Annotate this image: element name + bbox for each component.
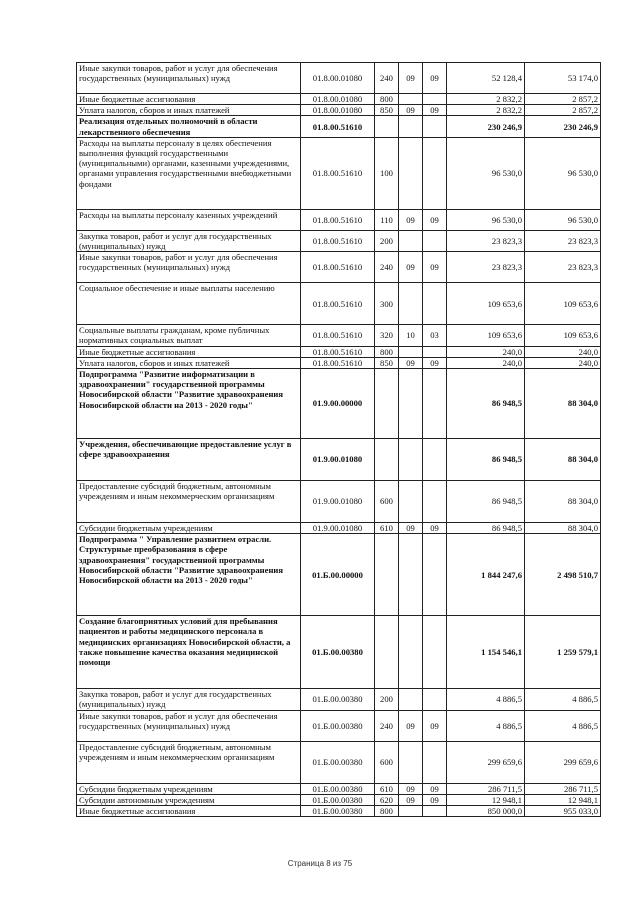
- row-name: Расходы на выплаты персоналу в целях обеспечения выполнения функций государственными (муниципальными) органами, казенными учреждениями, органами управления государственными внебюджетными фондами: [77, 137, 301, 209]
- row-vr: 240: [375, 710, 399, 741]
- row-amount-1: 86 948,5: [447, 439, 525, 481]
- row-pr: [423, 346, 447, 357]
- row-amount-1: 96 530,0: [447, 209, 525, 230]
- row-amount-1: 109 653,6: [447, 325, 525, 346]
- row-amount-1: 230 246,9: [447, 116, 525, 137]
- row-name: Субсидии бюджетным учреждениям: [77, 523, 301, 534]
- row-code: 01.8.00.01080: [301, 94, 375, 105]
- row-name: Расходы на выплаты персоналу казенных учреждений: [77, 209, 301, 230]
- row-amount-2: 88 304,0: [525, 481, 601, 523]
- table-row: [77, 741, 601, 783]
- row-rz: [399, 806, 423, 817]
- row-rz: 09: [399, 252, 423, 283]
- row-vr: 610: [375, 523, 399, 534]
- row-code: 01.8.00.51610: [301, 283, 375, 325]
- row-rz: 09: [399, 783, 423, 794]
- row-amount-2: 23 823,3: [525, 230, 601, 251]
- row-amount-1: 850 000,0: [447, 806, 525, 817]
- row-name: Уплата налогов, сборов и иных платежей: [77, 357, 301, 368]
- row-code: 01.9.00.01080: [301, 523, 375, 534]
- row-name: Социальные выплаты гражданам, кроме публичных нормативных социальных выплат: [77, 325, 301, 346]
- row-rz: 09: [399, 105, 423, 116]
- row-amount-2: 4 886,5: [525, 710, 601, 741]
- row-amount-2: 88 304,0: [525, 523, 601, 534]
- row-pr: [423, 439, 447, 481]
- budget-table: [76, 62, 601, 817]
- table-row: [77, 523, 601, 534]
- row-rz: [399, 230, 423, 251]
- row-pr: [423, 369, 447, 439]
- row-amount-1: 1 154 546,1: [447, 616, 525, 689]
- row-pr: [423, 689, 447, 710]
- row-pr: [423, 806, 447, 817]
- row-amount-2: 2 857,2: [525, 94, 601, 105]
- row-vr: 200: [375, 689, 399, 710]
- table-row: [77, 689, 601, 710]
- row-pr: [423, 534, 447, 616]
- row-vr: 800: [375, 806, 399, 817]
- row-name: Субсидии автономным учреждениям: [77, 794, 301, 805]
- row-pr: 03: [423, 325, 447, 346]
- row-code: 01.9.00.01080: [301, 439, 375, 481]
- row-rz: [399, 616, 423, 689]
- row-amount-2: 299 659,6: [525, 741, 601, 783]
- row-vr: 600: [375, 481, 399, 523]
- row-code: 01.8.00.51610: [301, 230, 375, 251]
- row-code: 01.Б.00.00380: [301, 794, 375, 805]
- row-pr: 09: [423, 783, 447, 794]
- row-rz: 10: [399, 325, 423, 346]
- row-amount-2: 240,0: [525, 357, 601, 368]
- row-amount-2: 240,0: [525, 346, 601, 357]
- row-name: Создание благоприятных условий для пребывания пациентов и работы медицинского персонала в медицинских организациях Новосибирской области, а также повышение качества оказания медицинской помощи: [77, 616, 301, 689]
- row-vr: 300: [375, 283, 399, 325]
- row-name: Субсидии бюджетным учреждениям: [77, 783, 301, 794]
- table-row: [77, 439, 601, 481]
- row-amount-1: 12 948,1: [447, 794, 525, 805]
- row-vr: 800: [375, 94, 399, 105]
- row-amount-1: 1 844 247,6: [447, 534, 525, 616]
- row-code: 01.Б.00.00380: [301, 689, 375, 710]
- row-code: 01.8.00.51610: [301, 252, 375, 283]
- row-vr: 110: [375, 209, 399, 230]
- row-pr: 09: [423, 357, 447, 368]
- row-pr: [423, 741, 447, 783]
- row-amount-2: 4 886,5: [525, 689, 601, 710]
- row-code: 01.Б.00.00000: [301, 534, 375, 616]
- row-vr: [375, 439, 399, 481]
- row-amount-1: 23 823,3: [447, 252, 525, 283]
- row-pr: 09: [423, 209, 447, 230]
- row-code: 01.8.00.01080: [301, 105, 375, 116]
- row-vr: 200: [375, 230, 399, 251]
- row-amount-2: 109 653,6: [525, 283, 601, 325]
- table-row: [77, 357, 601, 368]
- row-amount-2: 88 304,0: [525, 439, 601, 481]
- row-amount-1: 2 832,2: [447, 94, 525, 105]
- row-rz: [399, 534, 423, 616]
- row-amount-1: 4 886,5: [447, 710, 525, 741]
- row-amount-1: 52 128,4: [447, 63, 525, 94]
- row-rz: [399, 346, 423, 357]
- table-row: [77, 325, 601, 346]
- row-amount-2: 2 498 510,7: [525, 534, 601, 616]
- row-vr: 850: [375, 105, 399, 116]
- row-amount-2: 96 530,0: [525, 209, 601, 230]
- row-rz: [399, 137, 423, 209]
- row-name: Закупка товаров, работ и услуг для государственных (муниципальных) нужд: [77, 230, 301, 251]
- row-code: 01.Б.00.00380: [301, 616, 375, 689]
- row-pr: 09: [423, 252, 447, 283]
- table-row: [77, 369, 601, 439]
- row-name: Иные бюджетные ассигнования: [77, 94, 301, 105]
- row-amount-1: 4 886,5: [447, 689, 525, 710]
- row-name: Учреждения, обеспечивающие предоставление услуг в сфере здравоохранения: [77, 439, 301, 481]
- row-amount-1: 286 711,5: [447, 783, 525, 794]
- table-row: [77, 137, 601, 209]
- row-amount-2: 2 857,2: [525, 105, 601, 116]
- row-vr: [375, 616, 399, 689]
- row-pr: 09: [423, 710, 447, 741]
- row-vr: 320: [375, 325, 399, 346]
- row-code: 01.Б.00.00380: [301, 741, 375, 783]
- row-amount-1: 86 948,5: [447, 369, 525, 439]
- row-rz: [399, 94, 423, 105]
- row-pr: [423, 616, 447, 689]
- row-pr: [423, 116, 447, 137]
- row-rz: 09: [399, 523, 423, 534]
- row-code: 01.8.00.51610: [301, 137, 375, 209]
- page-number: Страница 8 из 75: [287, 859, 353, 868]
- row-rz: [399, 689, 423, 710]
- row-code: 01.8.00.51610: [301, 325, 375, 346]
- row-vr: [375, 534, 399, 616]
- row-code: 01.9.00.00000: [301, 369, 375, 439]
- table-row: [77, 116, 601, 137]
- row-name: Предоставление субсидий бюджетным, автономным учреждениям и иным некоммерческим организациям: [77, 481, 301, 523]
- row-amount-1: 23 823,3: [447, 230, 525, 251]
- row-name: Закупка товаров, работ и услуг для государственных (муниципальных) нужд: [77, 689, 301, 710]
- table-row: [77, 806, 601, 817]
- table-row: [77, 481, 601, 523]
- row-rz: [399, 283, 423, 325]
- row-amount-2: 12 948,1: [525, 794, 601, 805]
- row-amount-1: 86 948,5: [447, 523, 525, 534]
- row-name: Иные закупки товаров, работ и услуг для обеспечения государственных (муниципальных) нужд: [77, 252, 301, 283]
- row-name: Иные бюджетные ассигнования: [77, 346, 301, 357]
- row-amount-1: 2 832,2: [447, 105, 525, 116]
- row-rz: 09: [399, 357, 423, 368]
- row-name: Предоставление субсидий бюджетным, автономным учреждениям и иным некоммерческим организациям: [77, 741, 301, 783]
- row-code: 01.Б.00.00380: [301, 710, 375, 741]
- table-row: [77, 230, 601, 251]
- row-name: Иные закупки товаров, работ и услуг для обеспечения государственных (муниципальных) нужд: [77, 63, 301, 94]
- row-vr: 240: [375, 252, 399, 283]
- row-vr: 600: [375, 741, 399, 783]
- row-pr: [423, 137, 447, 209]
- table-row: [77, 94, 601, 105]
- table-row: [77, 252, 601, 283]
- row-rz: [399, 116, 423, 137]
- row-vr: [375, 116, 399, 137]
- row-amount-2: 23 823,3: [525, 252, 601, 283]
- row-pr: 09: [423, 63, 447, 94]
- row-rz: [399, 481, 423, 523]
- row-pr: [423, 94, 447, 105]
- row-rz: [399, 439, 423, 481]
- row-name: Социальное обеспечение и иные выплаты населению: [77, 283, 301, 325]
- row-code: 01.8.00.51610: [301, 209, 375, 230]
- row-name: Иные закупки товаров, работ и услуг для обеспечения государственных (муниципальных) нужд: [77, 710, 301, 741]
- table-body: [77, 63, 601, 817]
- row-name: Подпрограмма "Развитие информатизации в здравоохранении" государственной программы Новосибирской области "Развитие здравоохранения Новосибирской области на 2013 - 2020 годы": [77, 369, 301, 439]
- row-vr: 100: [375, 137, 399, 209]
- row-code: 01.8.00.51610: [301, 357, 375, 368]
- row-code: 01.9.00.01080: [301, 481, 375, 523]
- row-amount-2: 96 530,0: [525, 137, 601, 209]
- row-amount-1: 240,0: [447, 346, 525, 357]
- row-amount-2: 955 033,0: [525, 806, 601, 817]
- table-row: [77, 63, 601, 94]
- row-name: Уплата налогов, сборов и иных платежей: [77, 105, 301, 116]
- row-amount-2: 88 304,0: [525, 369, 601, 439]
- row-rz: [399, 369, 423, 439]
- row-rz: [399, 741, 423, 783]
- row-pr: [423, 481, 447, 523]
- row-vr: 610: [375, 783, 399, 794]
- row-vr: 240: [375, 63, 399, 94]
- table-row: [77, 616, 601, 689]
- row-name: Реализация отдельных полномочий в области лекарственного обеспечения: [77, 116, 301, 137]
- row-amount-1: 86 948,5: [447, 481, 525, 523]
- row-vr: [375, 369, 399, 439]
- row-pr: [423, 230, 447, 251]
- row-amount-2: 109 653,6: [525, 325, 601, 346]
- table-row: [77, 283, 601, 325]
- row-amount-2: 1 259 579,1: [525, 616, 601, 689]
- table-row: [77, 534, 601, 616]
- row-amount-2: 53 174,0: [525, 63, 601, 94]
- row-code: 01.Б.00.00380: [301, 806, 375, 817]
- row-rz: 09: [399, 710, 423, 741]
- row-amount-1: 299 659,6: [447, 741, 525, 783]
- row-code: 01.8.00.51610: [301, 116, 375, 137]
- table-row: [77, 710, 601, 741]
- row-vr: 850: [375, 357, 399, 368]
- row-amount-1: 109 653,6: [447, 283, 525, 325]
- row-rz: 09: [399, 63, 423, 94]
- row-pr: 09: [423, 523, 447, 534]
- row-amount-2: 286 711,5: [525, 783, 601, 794]
- row-pr: [423, 283, 447, 325]
- row-amount-1: 96 530,0: [447, 137, 525, 209]
- row-rz: 09: [399, 209, 423, 230]
- table-row: [77, 209, 601, 230]
- row-code: 01.8.00.01080: [301, 63, 375, 94]
- row-name: Иные бюджетные ассигнования: [77, 806, 301, 817]
- row-code: 01.8.00.51610: [301, 346, 375, 357]
- table-row: [77, 794, 601, 805]
- row-pr: 09: [423, 794, 447, 805]
- table-row: [77, 346, 601, 357]
- row-amount-1: 240,0: [447, 357, 525, 368]
- row-code: 01.Б.00.00380: [301, 783, 375, 794]
- row-vr: 800: [375, 346, 399, 357]
- table-row: [77, 783, 601, 794]
- row-amount-2: 230 246,9: [525, 116, 601, 137]
- row-vr: 620: [375, 794, 399, 805]
- table-row: [77, 105, 601, 116]
- row-name: Подпрограмма " Управление развитием отрасли. Структурные преобразования в сфере здравоохранения" государственной программы Новосибирской области "Развитие здравоохранения Новосибирской области на 2013 - 2020 годы": [77, 534, 301, 616]
- row-rz: 09: [399, 794, 423, 805]
- row-pr: 09: [423, 105, 447, 116]
